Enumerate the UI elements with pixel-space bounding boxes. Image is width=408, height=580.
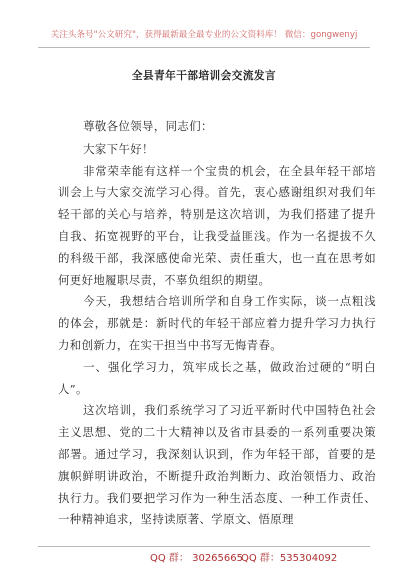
- paragraph-intro: 非常荣幸能有这样一个宝贵的机会，在全县年轻干部培训会上与大家交流学习心得。首先，衷心感谢组织对我们年轻干部的关心与培养，特别是这次培训，为我们搭建了提升自我、拓宽视野的平台，让我受益匪浅。作为一名提拔不久的科级干部，我深感使命光荣、责任重大，也一直在思考如何更好地履职尽责，不辜负组织的期望。: [58, 163, 376, 287]
- footer-qq-group-2: QQ 群：535304092: [241, 553, 338, 564]
- greeting: 大家下午好！: [83, 141, 154, 156]
- header-note: 关注头条号"公文研究"，获得最新最全最专业的公文资料库！ 微信：gongwenyj: [50, 30, 358, 40]
- page-footer: [38, 546, 370, 564]
- paragraph-topic: 今天，我想结合培训所学和自身工作实际，谈一点粗浅的体会，那就是：新时代的年轻干部应着力提升学习力执行力和创新力，在实干担当中书写无悔青春。: [58, 294, 376, 352]
- page-header: [38, 22, 370, 48]
- document-title: 全县青年干部培训会交流发言: [131, 70, 277, 82]
- document-body: [58, 116, 376, 531]
- salutation: 尊敬各位领导，同志们：: [83, 119, 213, 133]
- footer-qq-group-1: QQ 群： 30265665: [150, 553, 243, 564]
- paragraph-section-1: 这次培训，我们系统学习了习近平新时代中国特色社会主义思想、党的二十大精神以及省市县委的一系列重要决策部署。通过学习，我深刻认识到，作为年轻干部，首要的是旗帜鲜明讲政治，不断提升政治判断力、政治领悟力、政治执行力。我们要把学习作为一种生活态度、一种工作责任、一种精神追求，坚持读原著、学原文、悟原理: [58, 403, 376, 527]
- section-heading-1: 一、强化学习力，筑牢成长之基，做政治过硬的“明白人”。: [58, 359, 376, 396]
